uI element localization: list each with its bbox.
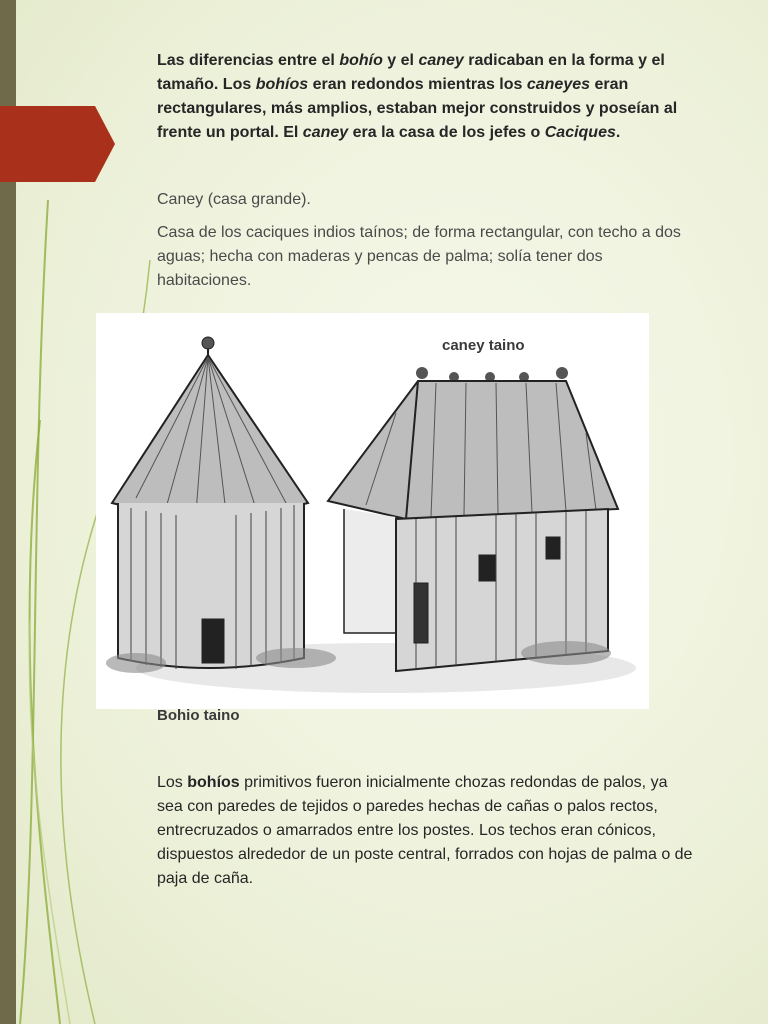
intro-paragraph: Las diferencias entre el bohío y el caney radicaban en la forma y el tamaño. Los bohíos eran redondos mientras los caneyes eran rectangulares, más amplios, estaban mejor construidos y poseían al frente un portal. El caney era la casa de los jefes o Caciques.: [157, 52, 678, 141]
bohio-label: Bohio taino: [157, 707, 240, 724]
caney-label: caney taino: [442, 337, 525, 354]
caney-hut-drawing: [328, 367, 618, 671]
accent-arrow-shape: [0, 106, 115, 182]
huts-illustration: [96, 313, 649, 709]
caney-description: Casa de los caciques indios taínos; de forma rectangular, con techo a dos aguas; hecha con maderas y pencas de palma; solía tener dos habitaciones.: [157, 224, 681, 289]
closing-paragraph: Los bohíos primitivos fueron inicialmente chozas redondas de palos, ya sea con paredes de tejidos o paredes hechas de cañas o palos rectos, entrecruzados o amarrados entre los postes. Los techos eran cónicos, dispuestos alrededor de un poste central, forrados con hojas de palma o de paja de caña.: [157, 774, 693, 887]
caney-heading: Caney (casa grande).: [157, 191, 311, 208]
bohio-hut-drawing: [112, 337, 308, 669]
